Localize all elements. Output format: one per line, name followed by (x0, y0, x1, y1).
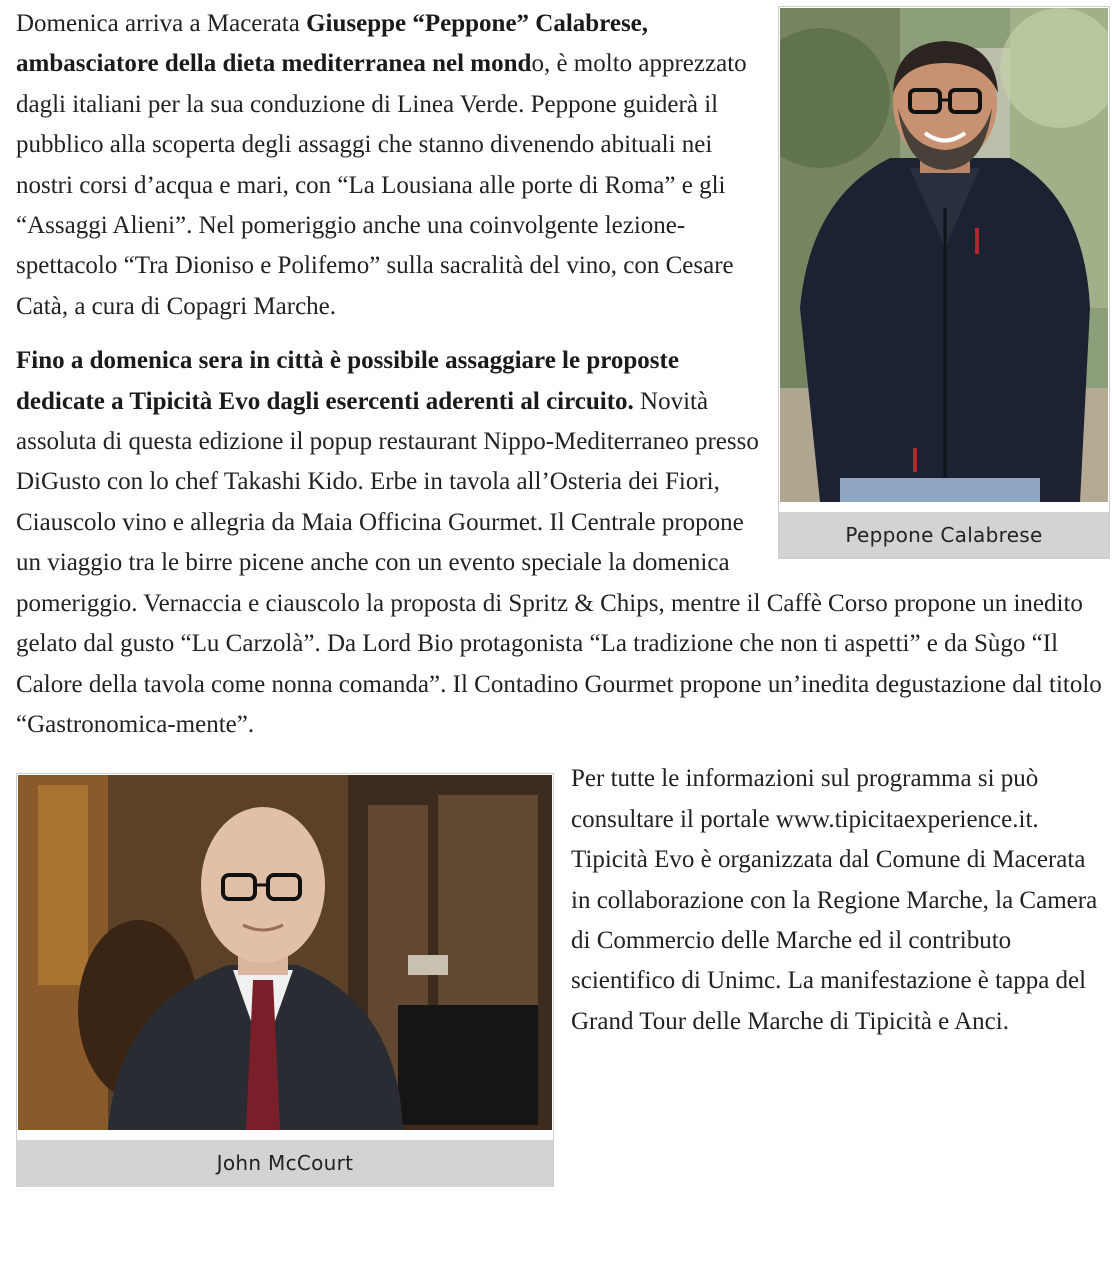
paragraph-1-bold: Giuseppe “Peppone” Calabrese, ambasciatore della dieta mediterranea nel mond (16, 10, 649, 78)
article-body (16, 4, 1106, 1187)
paragraph-1-rest: o, è molto apprezzato dagli italiani per la sua conduzione di Linea Verde. Peppone guiderà il pubblico alla scoperta degli assaggi che stanno divenendo abituali nei nostri corsi d’acqua e mari, con “La Lousiana alle porte di Roma” e gli “Assaggi Alieni”. Nel pomeriggio anche una coinvolgente lezione-spettacolo “Tra Dioniso e Polifemo” sulla sacralità del vino, con Cesare Catà, a cura di Copagri Marche. (16, 50, 747, 320)
photo-peppone-calabrese[interactable] (780, 8, 1108, 502)
paragraph-info: Per tutte le informazioni sul programma si può consultare il portale www.tipicitaexperience.it. Tipicità Evo è organizzata dal Comune di Macerata in collaborazione con la Regione Marche, la Camera di Commercio delle Marche ed il contributo scientifico di Unimc. La manifestazione è tappa del Grand Tour delle Marche di Tipicità e Anci. (571, 765, 1098, 1035)
figure-john (16, 773, 554, 1187)
caption-john: John McCourt (17, 1140, 553, 1186)
photo-john-mccourt[interactable] (18, 775, 552, 1130)
paragraph-1-lead: Domenica arriva a Macerata (16, 10, 307, 37)
paragraph-2-bold: Fino a domenica sera in città è possibile assaggiare le proposte dedicate a Tipicità Evo dagli esercenti aderenti al circuito. (16, 347, 679, 415)
caption-peppone: Peppone Calabrese (779, 512, 1109, 558)
paragraph-2-rest: Novità assoluta di questa edizione il popup restaurant Nippo-Mediterraneo presso DiGusto con lo chef Takashi Kido. Erbe in tavola all’Osteria dei Fiori, Ciauscolo vino e allegria da Maia Officina Gourmet. Il Centrale propone un viaggio tra le birre picene anche con un evento speciale la domenica pomeriggio. Vernaccia e ciauscolo la proposta di Spritz & Chips, mentre il Caffè Corso propone un inedito gelato dal gusto “Lu Carzolà”. Da Lord Bio protagonista “La tradizione che non ti aspetti” e da Sùgo “Il Calore della tavola come nonna comanda”. Il Contadino Gourmet propone un’inedita degustazione dal titolo “Gastronomica-mente”. (16, 387, 1102, 738)
figure-peppone (778, 6, 1110, 559)
